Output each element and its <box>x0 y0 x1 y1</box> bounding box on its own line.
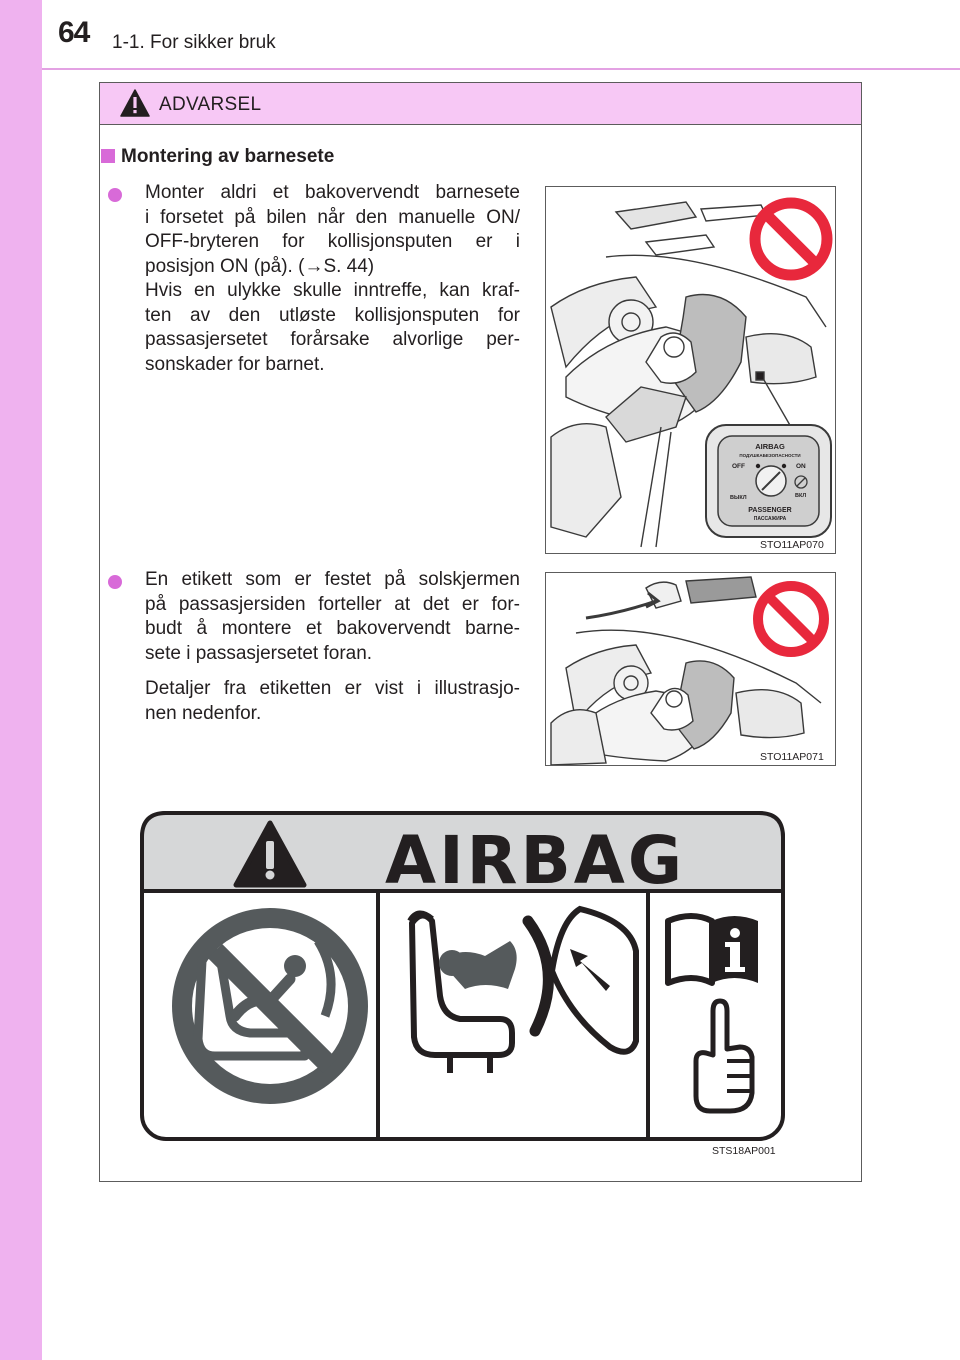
switch-label-sub: ПОДУШКАБЕЗОПАСНОСТИ <box>739 453 801 458</box>
section-title: 1-1. For sikker bruk <box>112 32 276 53</box>
label-title: AIRBAG <box>384 822 686 899</box>
text-line: ten av den utløste kollisjonsputen for <box>145 304 520 326</box>
prohibition-icon <box>758 586 824 652</box>
text-line: OFF-bryteren for kollisjonsputen er i <box>145 231 520 252</box>
text-line: sete i passasjersetet foran. <box>145 642 373 664</box>
text-line: En etikett som er festet på solskjermen <box>145 569 520 590</box>
side-color-strip <box>0 0 42 1360</box>
airbag-warning-label <box>140 811 785 1141</box>
switch-off-ru-label: ВЫКЛ <box>730 495 747 501</box>
figure-code: STO11AP071 <box>760 751 824 763</box>
subheading <box>101 146 334 168</box>
bullet-square-icon <box>101 149 115 163</box>
prohibition-icon <box>755 203 827 275</box>
text-line: Hvis en ulykke skulle inntreffe, kan kraf- <box>145 280 520 301</box>
header-rule <box>42 68 960 70</box>
subheading-text: Montering av barnesete <box>121 146 335 167</box>
bullet-circle-icon <box>108 188 122 202</box>
sun-visor-illustration <box>546 573 836 766</box>
page-number: 64 <box>58 16 90 49</box>
text-line: passasjersetet forårsake alvorlige per- <box>145 329 520 350</box>
figure-seat-airbag <box>545 186 836 554</box>
switch-label-top: AIRBAG <box>755 442 785 451</box>
text-line: Monter aldri et bakovervendt barnesete <box>145 182 520 203</box>
switch-off-label: OFF <box>732 463 745 470</box>
text-line: budt å montere et bakovervendt barne- <box>145 618 520 639</box>
item-2-text <box>145 568 520 666</box>
switch-on-ru-label: ВКЛ <box>795 493 807 499</box>
text-line: posisjon ON (på). (→S. 44) <box>145 255 375 277</box>
text-line: på passasjersiden forteller at det er for- <box>145 593 520 615</box>
warning-header <box>100 83 861 125</box>
no-rear-facing-seat-prohibition-icon <box>172 908 368 1104</box>
airbag-switch-panel <box>706 425 831 537</box>
warning-triangle-icon <box>120 89 150 117</box>
figure-sun-visor <box>545 572 836 766</box>
switch-label-bottom-ru: ПАССАЖИРА <box>753 516 787 522</box>
text-line: nen nedenfor. <box>145 702 262 724</box>
figure-code: STO11AP070 <box>760 539 824 551</box>
warning-box <box>99 82 862 1182</box>
text-line: Detaljer fra etiketten er vist i illustrasjo- <box>145 678 520 699</box>
label-figure-code: STS18AP001 <box>712 1145 776 1157</box>
item-1-text <box>145 181 520 377</box>
switch-label-bottom: PASSENGER <box>748 507 792 514</box>
switch-on-label: ON <box>796 463 806 470</box>
item-2-text-continued <box>145 677 520 726</box>
car-interior-illustration <box>546 187 836 554</box>
text-line: sonskader for barnet. <box>145 353 325 375</box>
text-line: i forsetet på bilen når den manuelle ON/ <box>145 206 520 228</box>
warning-title: ADVARSEL <box>159 94 262 115</box>
bullet-circle-icon <box>108 575 122 589</box>
